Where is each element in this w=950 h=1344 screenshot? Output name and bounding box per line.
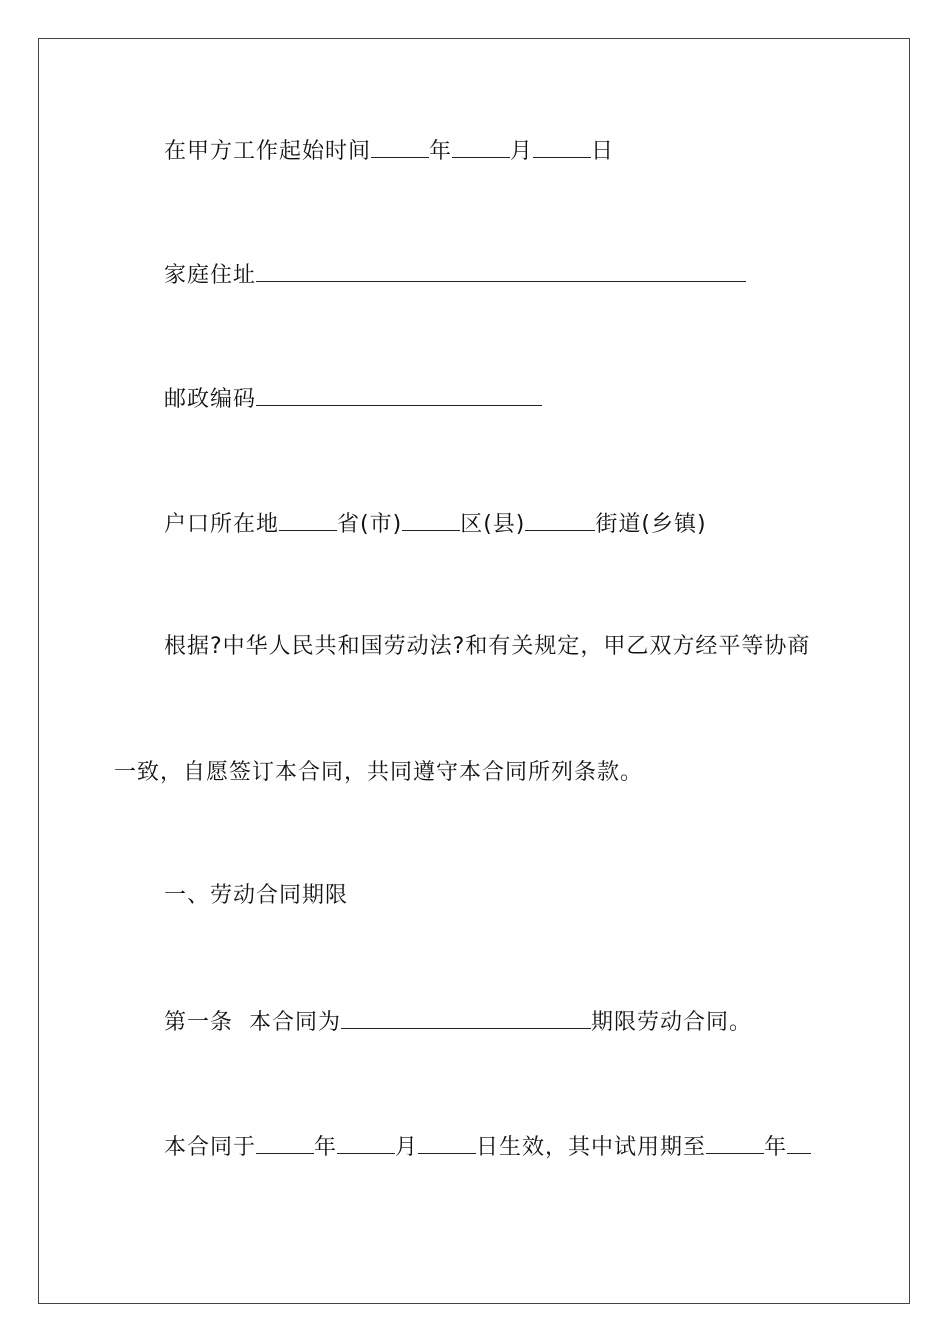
page-frame [38, 38, 910, 1304]
probation-year-label: 年 [764, 1135, 788, 1160]
effective-month-label: 月 [395, 1135, 419, 1160]
article-1-line [164, 1006, 752, 1038]
effective-date-line [164, 1131, 811, 1163]
hukou-district-label: 区(县) [460, 512, 526, 537]
work-start-month-blank[interactable] [452, 135, 510, 158]
basis-line-1: 根据?中华人民共和国劳动法?和有关规定，甲乙双方经平等协商 [164, 634, 811, 659]
section-heading: 一、劳动合同期限 [164, 883, 349, 908]
hukou-district-blank[interactable] [402, 508, 460, 531]
hukou-province-label: 省(市) [337, 512, 403, 537]
hukou-street-blank[interactable] [525, 508, 595, 531]
article-1-prefix: 第一条 本合同为 [164, 1010, 341, 1035]
hukou-province-blank[interactable] [279, 508, 337, 531]
hukou-street-label: 街道(乡镇) [595, 512, 707, 537]
hukou-label: 户口所在地 [164, 512, 280, 537]
work-start-year-label: 年 [429, 139, 453, 164]
basis-line-2: 一致，自愿签订本合同，共同遵守本合同所列条款。 [114, 760, 644, 785]
probation-month-blank[interactable] [787, 1131, 811, 1154]
effective-prefix: 本合同于 [164, 1135, 257, 1160]
article-1-suffix: 期限劳动合同。 [591, 1010, 753, 1035]
effective-month-blank[interactable] [337, 1131, 395, 1154]
probation-year-blank[interactable] [706, 1131, 764, 1154]
postal-code-blank[interactable] [256, 383, 542, 406]
postal-code-label: 邮政编码 [164, 387, 257, 412]
work-start-line [164, 135, 614, 167]
work-start-day-label: 日 [591, 139, 615, 164]
home-address-label: 家庭住址 [164, 263, 257, 288]
article-1-term-blank[interactable] [341, 1006, 591, 1029]
effective-year-blank[interactable] [256, 1131, 314, 1154]
work-start-label: 在甲方工作起始时间 [164, 139, 372, 164]
work-start-month-label: 月 [510, 139, 534, 164]
effective-year-label: 年 [314, 1135, 338, 1160]
hukou-line [164, 508, 707, 540]
home-address-line [164, 259, 746, 291]
effective-day-blank[interactable] [418, 1131, 476, 1154]
effective-day-label: 日生效，其中试用期至 [476, 1135, 707, 1160]
work-start-year-blank[interactable] [371, 135, 429, 158]
home-address-blank[interactable] [256, 259, 746, 282]
postal-code-line [164, 383, 542, 415]
work-start-day-blank[interactable] [533, 135, 591, 158]
